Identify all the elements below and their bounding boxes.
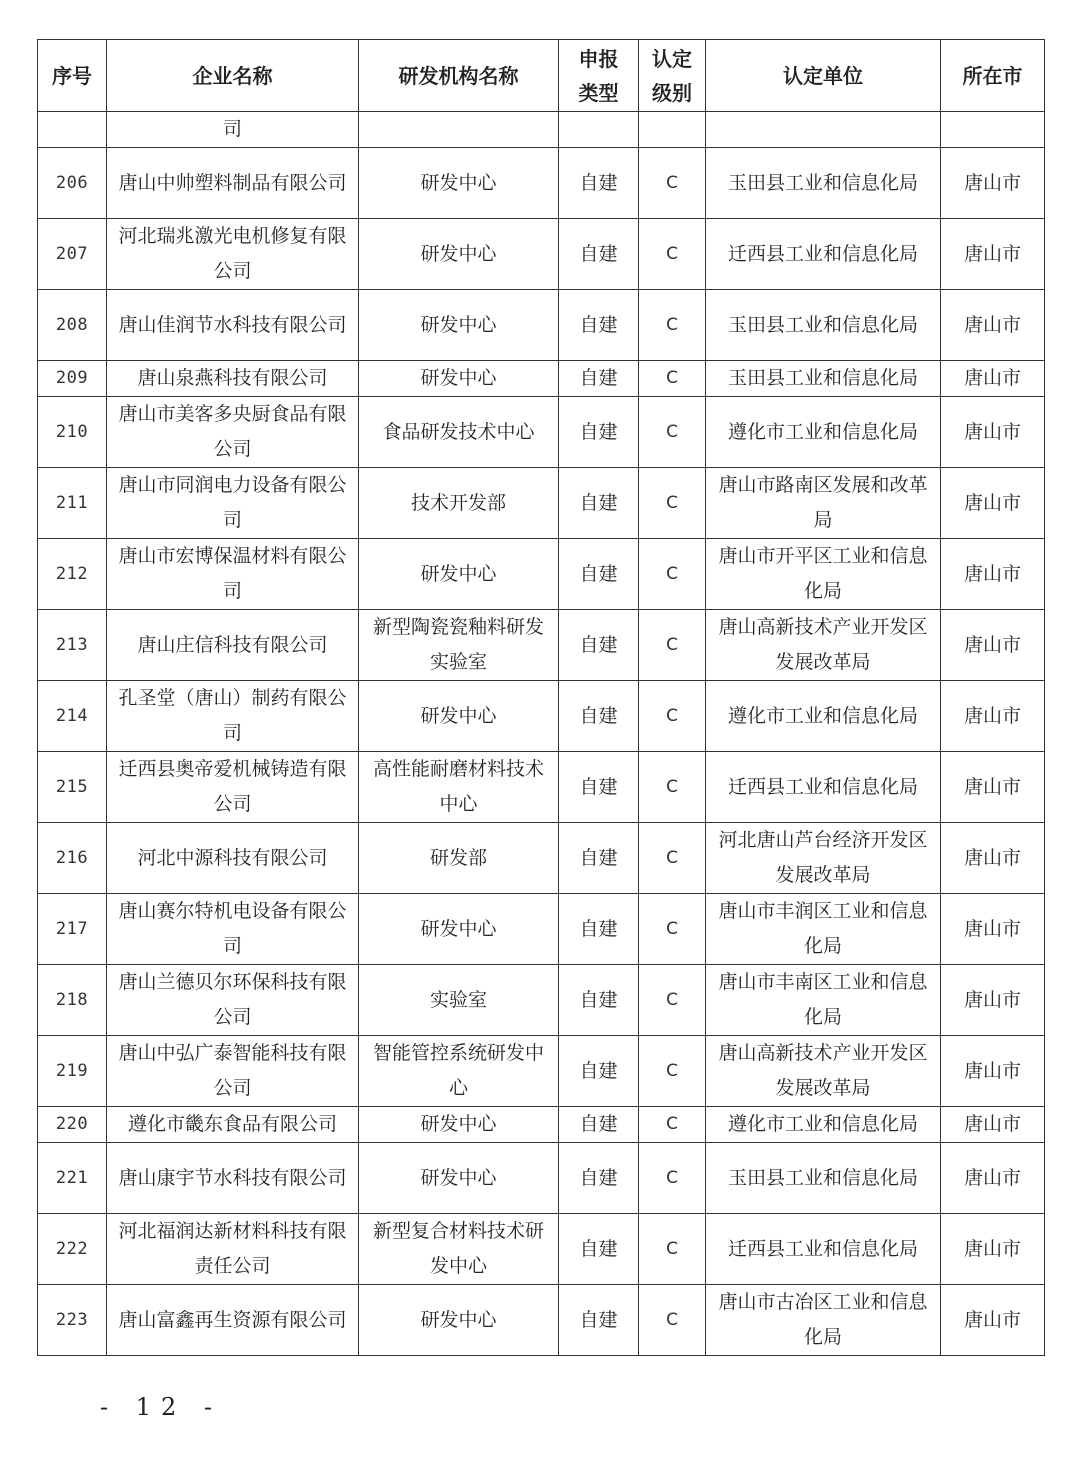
table-row bbox=[38, 539, 1045, 610]
table-row bbox=[38, 681, 1045, 752]
cell-institute: 研发中心 bbox=[359, 1143, 559, 1214]
cell-number: 208 bbox=[38, 290, 107, 361]
cell-type: 自建 bbox=[559, 1107, 639, 1143]
table-row bbox=[38, 752, 1045, 823]
table-row bbox=[38, 823, 1045, 894]
cell-type: 自建 bbox=[559, 610, 639, 681]
cell-company: 孔圣堂（唐山）制药有限公司 bbox=[107, 681, 359, 752]
cell-city: 唐山市 bbox=[941, 752, 1045, 823]
cell-company: 唐山富鑫再生资源有限公司 bbox=[107, 1285, 359, 1356]
cell-unit: 遵化市工业和信息化局 bbox=[706, 397, 941, 468]
cell-unit: 迁西县工业和信息化局 bbox=[706, 1214, 941, 1285]
cell-company: 迁西县奥帝爱机械铸造有限公司 bbox=[107, 752, 359, 823]
cell-city: 唐山市 bbox=[941, 148, 1045, 219]
cell-number: 222 bbox=[38, 1214, 107, 1285]
cell-institute: 新型复合材料技术研发中心 bbox=[359, 1214, 559, 1285]
cell-institute: 研发中心 bbox=[359, 1107, 559, 1143]
cell-number: 223 bbox=[38, 1285, 107, 1356]
cell-city: 唐山市 bbox=[941, 823, 1045, 894]
cell-unit: 玉田县工业和信息化局 bbox=[706, 1143, 941, 1214]
cell-type: 自建 bbox=[559, 361, 639, 397]
cell-company: 唐山市宏博保温材料有限公司 bbox=[107, 539, 359, 610]
cell-number: 207 bbox=[38, 219, 107, 290]
cell-institute: 研发中心 bbox=[359, 361, 559, 397]
rd-institution-table bbox=[37, 39, 1045, 1356]
cell-company: 唐山赛尔特机电设备有限公司 bbox=[107, 894, 359, 965]
cell-institute: 食品研发技术中心 bbox=[359, 397, 559, 468]
header-cell-city: 所在市 bbox=[941, 40, 1045, 112]
cell-level: C bbox=[639, 1214, 706, 1285]
table-row bbox=[38, 610, 1045, 681]
cell-company: 司 bbox=[107, 112, 359, 148]
cell-city: 唐山市 bbox=[941, 1214, 1045, 1285]
table-row bbox=[38, 1107, 1045, 1143]
cell-company: 唐山庄信科技有限公司 bbox=[107, 610, 359, 681]
table-row bbox=[38, 1285, 1045, 1356]
cell-city bbox=[941, 112, 1045, 148]
header-cell-number: 序号 bbox=[38, 40, 107, 112]
cell-institute: 研发中心 bbox=[359, 219, 559, 290]
cell-type: 自建 bbox=[559, 397, 639, 468]
header-cell-institute: 研发机构名称 bbox=[359, 40, 559, 112]
cell-number: 216 bbox=[38, 823, 107, 894]
table-body bbox=[38, 112, 1045, 1356]
cell-type: 自建 bbox=[559, 1036, 639, 1107]
cell-city: 唐山市 bbox=[941, 894, 1045, 965]
cell-level: C bbox=[639, 539, 706, 610]
cell-type: 自建 bbox=[559, 148, 639, 219]
cell-institute: 研发中心 bbox=[359, 1285, 559, 1356]
cell-type bbox=[559, 112, 639, 148]
cell-type: 自建 bbox=[559, 290, 639, 361]
table-row bbox=[38, 1036, 1045, 1107]
cell-unit: 唐山市丰润区工业和信息化局 bbox=[706, 894, 941, 965]
cell-number: 209 bbox=[38, 361, 107, 397]
cell-level: C bbox=[639, 361, 706, 397]
table-row bbox=[38, 361, 1045, 397]
cell-institute: 研发中心 bbox=[359, 681, 559, 752]
table-row bbox=[38, 219, 1045, 290]
cell-type: 自建 bbox=[559, 894, 639, 965]
cell-city: 唐山市 bbox=[941, 468, 1045, 539]
cell-institute: 高性能耐磨材料技术中心 bbox=[359, 752, 559, 823]
cell-city: 唐山市 bbox=[941, 539, 1045, 610]
cell-level: C bbox=[639, 894, 706, 965]
cell-city: 唐山市 bbox=[941, 290, 1045, 361]
cell-level: C bbox=[639, 752, 706, 823]
cell-institute: 研发部 bbox=[359, 823, 559, 894]
cell-level: C bbox=[639, 148, 706, 219]
cell-level: C bbox=[639, 290, 706, 361]
cell-level: C bbox=[639, 397, 706, 468]
cell-city: 唐山市 bbox=[941, 361, 1045, 397]
cell-city: 唐山市 bbox=[941, 397, 1045, 468]
cell-institute bbox=[359, 112, 559, 148]
cell-company: 唐山市同润电力设备有限公司 bbox=[107, 468, 359, 539]
cell-level bbox=[639, 112, 706, 148]
cell-institute: 实验室 bbox=[359, 965, 559, 1036]
cell-city: 唐山市 bbox=[941, 965, 1045, 1036]
cell-unit: 玉田县工业和信息化局 bbox=[706, 148, 941, 219]
cell-level: C bbox=[639, 1143, 706, 1214]
table-row bbox=[38, 1214, 1045, 1285]
cell-type: 自建 bbox=[559, 681, 639, 752]
cell-company: 唐山中帅塑料制品有限公司 bbox=[107, 148, 359, 219]
cell-institute: 新型陶瓷瓷釉料研发实验室 bbox=[359, 610, 559, 681]
cell-type: 自建 bbox=[559, 219, 639, 290]
cell-unit: 玉田县工业和信息化局 bbox=[706, 290, 941, 361]
cell-city: 唐山市 bbox=[941, 610, 1045, 681]
cell-city: 唐山市 bbox=[941, 1285, 1045, 1356]
cell-company: 唐山泉燕科技有限公司 bbox=[107, 361, 359, 397]
cell-institute: 技术开发部 bbox=[359, 468, 559, 539]
cell-company: 遵化市畿东食品有限公司 bbox=[107, 1107, 359, 1143]
cell-level: C bbox=[639, 965, 706, 1036]
cell-type: 自建 bbox=[559, 965, 639, 1036]
cell-number: 214 bbox=[38, 681, 107, 752]
cell-number bbox=[38, 112, 107, 148]
table-row bbox=[38, 894, 1045, 965]
cell-city: 唐山市 bbox=[941, 1143, 1045, 1214]
cell-institute: 智能管控系统研发中心 bbox=[359, 1036, 559, 1107]
cell-unit: 迁西县工业和信息化局 bbox=[706, 752, 941, 823]
cell-institute: 研发中心 bbox=[359, 894, 559, 965]
page-number: - 12 - bbox=[100, 1393, 223, 1421]
cell-number: 210 bbox=[38, 397, 107, 468]
cell-number: 221 bbox=[38, 1143, 107, 1214]
cell-level: C bbox=[639, 468, 706, 539]
cell-type: 自建 bbox=[559, 1143, 639, 1214]
cell-level: C bbox=[639, 610, 706, 681]
cell-number: 219 bbox=[38, 1036, 107, 1107]
table-row-continuation bbox=[38, 112, 1045, 148]
cell-city: 唐山市 bbox=[941, 1036, 1045, 1107]
cell-level: C bbox=[639, 681, 706, 752]
cell-unit: 唐山市古冶区工业和信息化局 bbox=[706, 1285, 941, 1356]
cell-unit bbox=[706, 112, 941, 148]
cell-company: 唐山康宇节水科技有限公司 bbox=[107, 1143, 359, 1214]
cell-unit: 唐山市丰南区工业和信息化局 bbox=[706, 965, 941, 1036]
cell-unit: 玉田县工业和信息化局 bbox=[706, 361, 941, 397]
cell-level: C bbox=[639, 1285, 706, 1356]
cell-type: 自建 bbox=[559, 823, 639, 894]
cell-institute: 研发中心 bbox=[359, 290, 559, 361]
cell-company: 唐山中弘广泰智能科技有限公司 bbox=[107, 1036, 359, 1107]
table-row bbox=[38, 148, 1045, 219]
table-row bbox=[38, 965, 1045, 1036]
cell-unit: 唐山市开平区工业和信息化局 bbox=[706, 539, 941, 610]
cell-company: 唐山兰德贝尔环保科技有限公司 bbox=[107, 965, 359, 1036]
cell-company: 唐山市美客多央厨食品有限公司 bbox=[107, 397, 359, 468]
cell-level: C bbox=[639, 1107, 706, 1143]
cell-number: 206 bbox=[38, 148, 107, 219]
cell-type: 自建 bbox=[559, 468, 639, 539]
cell-company: 唐山佳润节水科技有限公司 bbox=[107, 290, 359, 361]
table-row bbox=[38, 397, 1045, 468]
cell-level: C bbox=[639, 219, 706, 290]
cell-number: 218 bbox=[38, 965, 107, 1036]
cell-city: 唐山市 bbox=[941, 681, 1045, 752]
cell-type: 自建 bbox=[559, 1285, 639, 1356]
header-cell-company: 企业名称 bbox=[107, 40, 359, 112]
cell-institute: 研发中心 bbox=[359, 539, 559, 610]
cell-company: 河北福润达新材料科技有限责任公司 bbox=[107, 1214, 359, 1285]
cell-number: 213 bbox=[38, 610, 107, 681]
cell-number: 217 bbox=[38, 894, 107, 965]
cell-number: 220 bbox=[38, 1107, 107, 1143]
cell-unit: 唐山市路南区发展和改革局 bbox=[706, 468, 941, 539]
cell-number: 215 bbox=[38, 752, 107, 823]
cell-number: 211 bbox=[38, 468, 107, 539]
cell-level: C bbox=[639, 1036, 706, 1107]
cell-unit: 遵化市工业和信息化局 bbox=[706, 681, 941, 752]
cell-city: 唐山市 bbox=[941, 219, 1045, 290]
header-cell-type: 申报类型 bbox=[559, 40, 639, 112]
cell-number: 212 bbox=[38, 539, 107, 610]
cell-unit: 唐山高新技术产业开发区发展改革局 bbox=[706, 1036, 941, 1107]
cell-type: 自建 bbox=[559, 752, 639, 823]
cell-company: 河北中源科技有限公司 bbox=[107, 823, 359, 894]
cell-unit: 遵化市工业和信息化局 bbox=[706, 1107, 941, 1143]
cell-city: 唐山市 bbox=[941, 1107, 1045, 1143]
header-cell-unit: 认定单位 bbox=[706, 40, 941, 112]
table-header bbox=[38, 40, 1045, 112]
table-row bbox=[38, 468, 1045, 539]
cell-unit: 河北唐山芦台经济开发区发展改革局 bbox=[706, 823, 941, 894]
cell-unit: 迁西县工业和信息化局 bbox=[706, 219, 941, 290]
cell-unit: 唐山高新技术产业开发区发展改革局 bbox=[706, 610, 941, 681]
cell-company: 河北瑞兆激光电机修复有限公司 bbox=[107, 219, 359, 290]
header-cell-level: 认定级别 bbox=[639, 40, 706, 112]
cell-level: C bbox=[639, 823, 706, 894]
cell-type: 自建 bbox=[559, 539, 639, 610]
table-row bbox=[38, 290, 1045, 361]
table-row bbox=[38, 1143, 1045, 1214]
cell-type: 自建 bbox=[559, 1214, 639, 1285]
cell-institute: 研发中心 bbox=[359, 148, 559, 219]
